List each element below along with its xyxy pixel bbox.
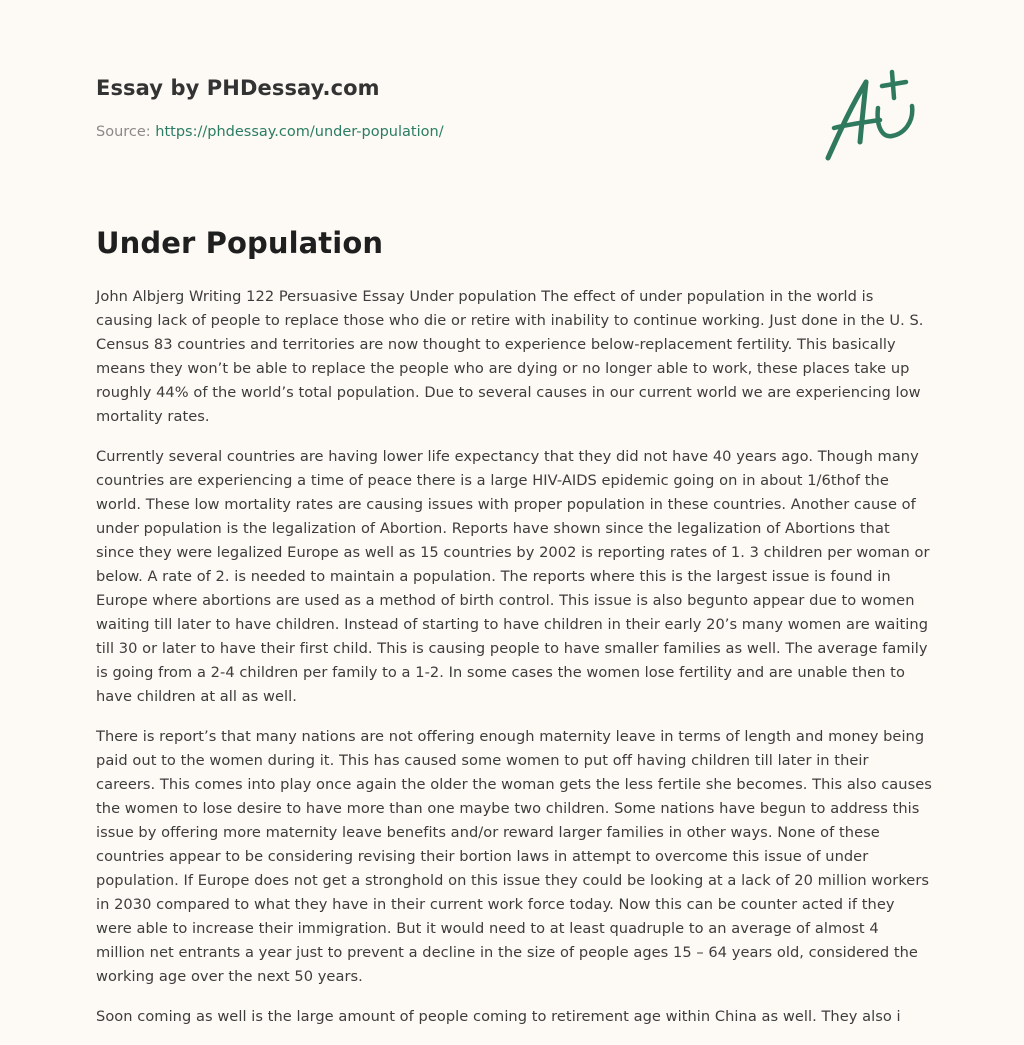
essay-body	[96, 285, 932, 1045]
essay-paragraph: Currently several countries are having lower life expectancy that they did not have 40 years ago. Though many countries are experiencing a time of peace there is a large HIV-AIDS epidemic going on in about 1/6thof the world. These low mortality rates are causing issues with proper population in these countries. Another cause of under population is the legalization of Abortion. Reports have shown since the legalization of Abortions that since they were legalized Europe as well as 15 countries by 2002 is reporting rates of 1. 3 children per woman or below. A rate of 2. is needed to maintain a population. The reports where this is the largest issue is found in Europe where abortions are used as a method of birth control. This issue is also begunto appear due to women waiting till later to have children. Instead of starting to have children in their early 20’s many women are waiting till 30 or later to have their first child. This is causing people to have smaller families as well. The average family is going from a 2-4 children per family to a 1-2. In some cases the women lose fertility and are unable then to have children at all as well.	[96, 448, 930, 705]
page-header	[96, 0, 932, 200]
a-plus-grade-icon	[824, 68, 924, 164]
source-label: Source:	[96, 124, 156, 140]
source-line	[96, 124, 444, 140]
essay-paragraph: Soon coming as well is the large amount of people coming to retirement age within China as well. They also i	[96, 1008, 901, 1025]
site-title: Essay by PHDessay.com	[96, 76, 380, 100]
essay-paragraph: There is report’s that many nations are not offering enough maternity leave in terms of length and money being paid out to the women during it. This has caused some women to put off having children till later in their careers. This comes into play once again the older the woman gets the less fertile she becomes. This also causes the women to lose desire to have more than one maybe two children. Some nations have begun to address this issue by offering more maternity leave benefits and/or reward larger families in other ways. None of these countries appear to be considering revising their bortion laws in attempt to overcome this issue of under population. If Europe does not get a stronghold on this issue they could be looking at a lack of 20 million workers in 2030 compared to what they have in their current work force today. Now this can be counter acted if they were able to increase their immigration. But it would need to at least quadruple to an average of almost 4 million net entrants a year just to prevent a decline in the size of people ages 15 – 64 years old, considered the working age over the next 50 years.	[96, 728, 932, 985]
essay-title: Under Population	[96, 226, 384, 260]
source-link[interactable]: https://phdessay.com/under-population/	[155, 124, 444, 140]
essay-page	[96, 0, 932, 1025]
essay-paragraph: John Albjerg Writing 122 Persuasive Essay Under population The effect of under population in the world is causing lack of people to replace those who die or retire with inability to continue working. Just done in the U. S. Census 83 countries and territories are now thought to experience below-replacement fertility. This basically means they won’t be able to replace the people who are dying or no longer able to work, these places take up roughly 44% of the world’s total population. Due to several causes in our current world we are experiencing low mortality rates.	[96, 288, 924, 425]
